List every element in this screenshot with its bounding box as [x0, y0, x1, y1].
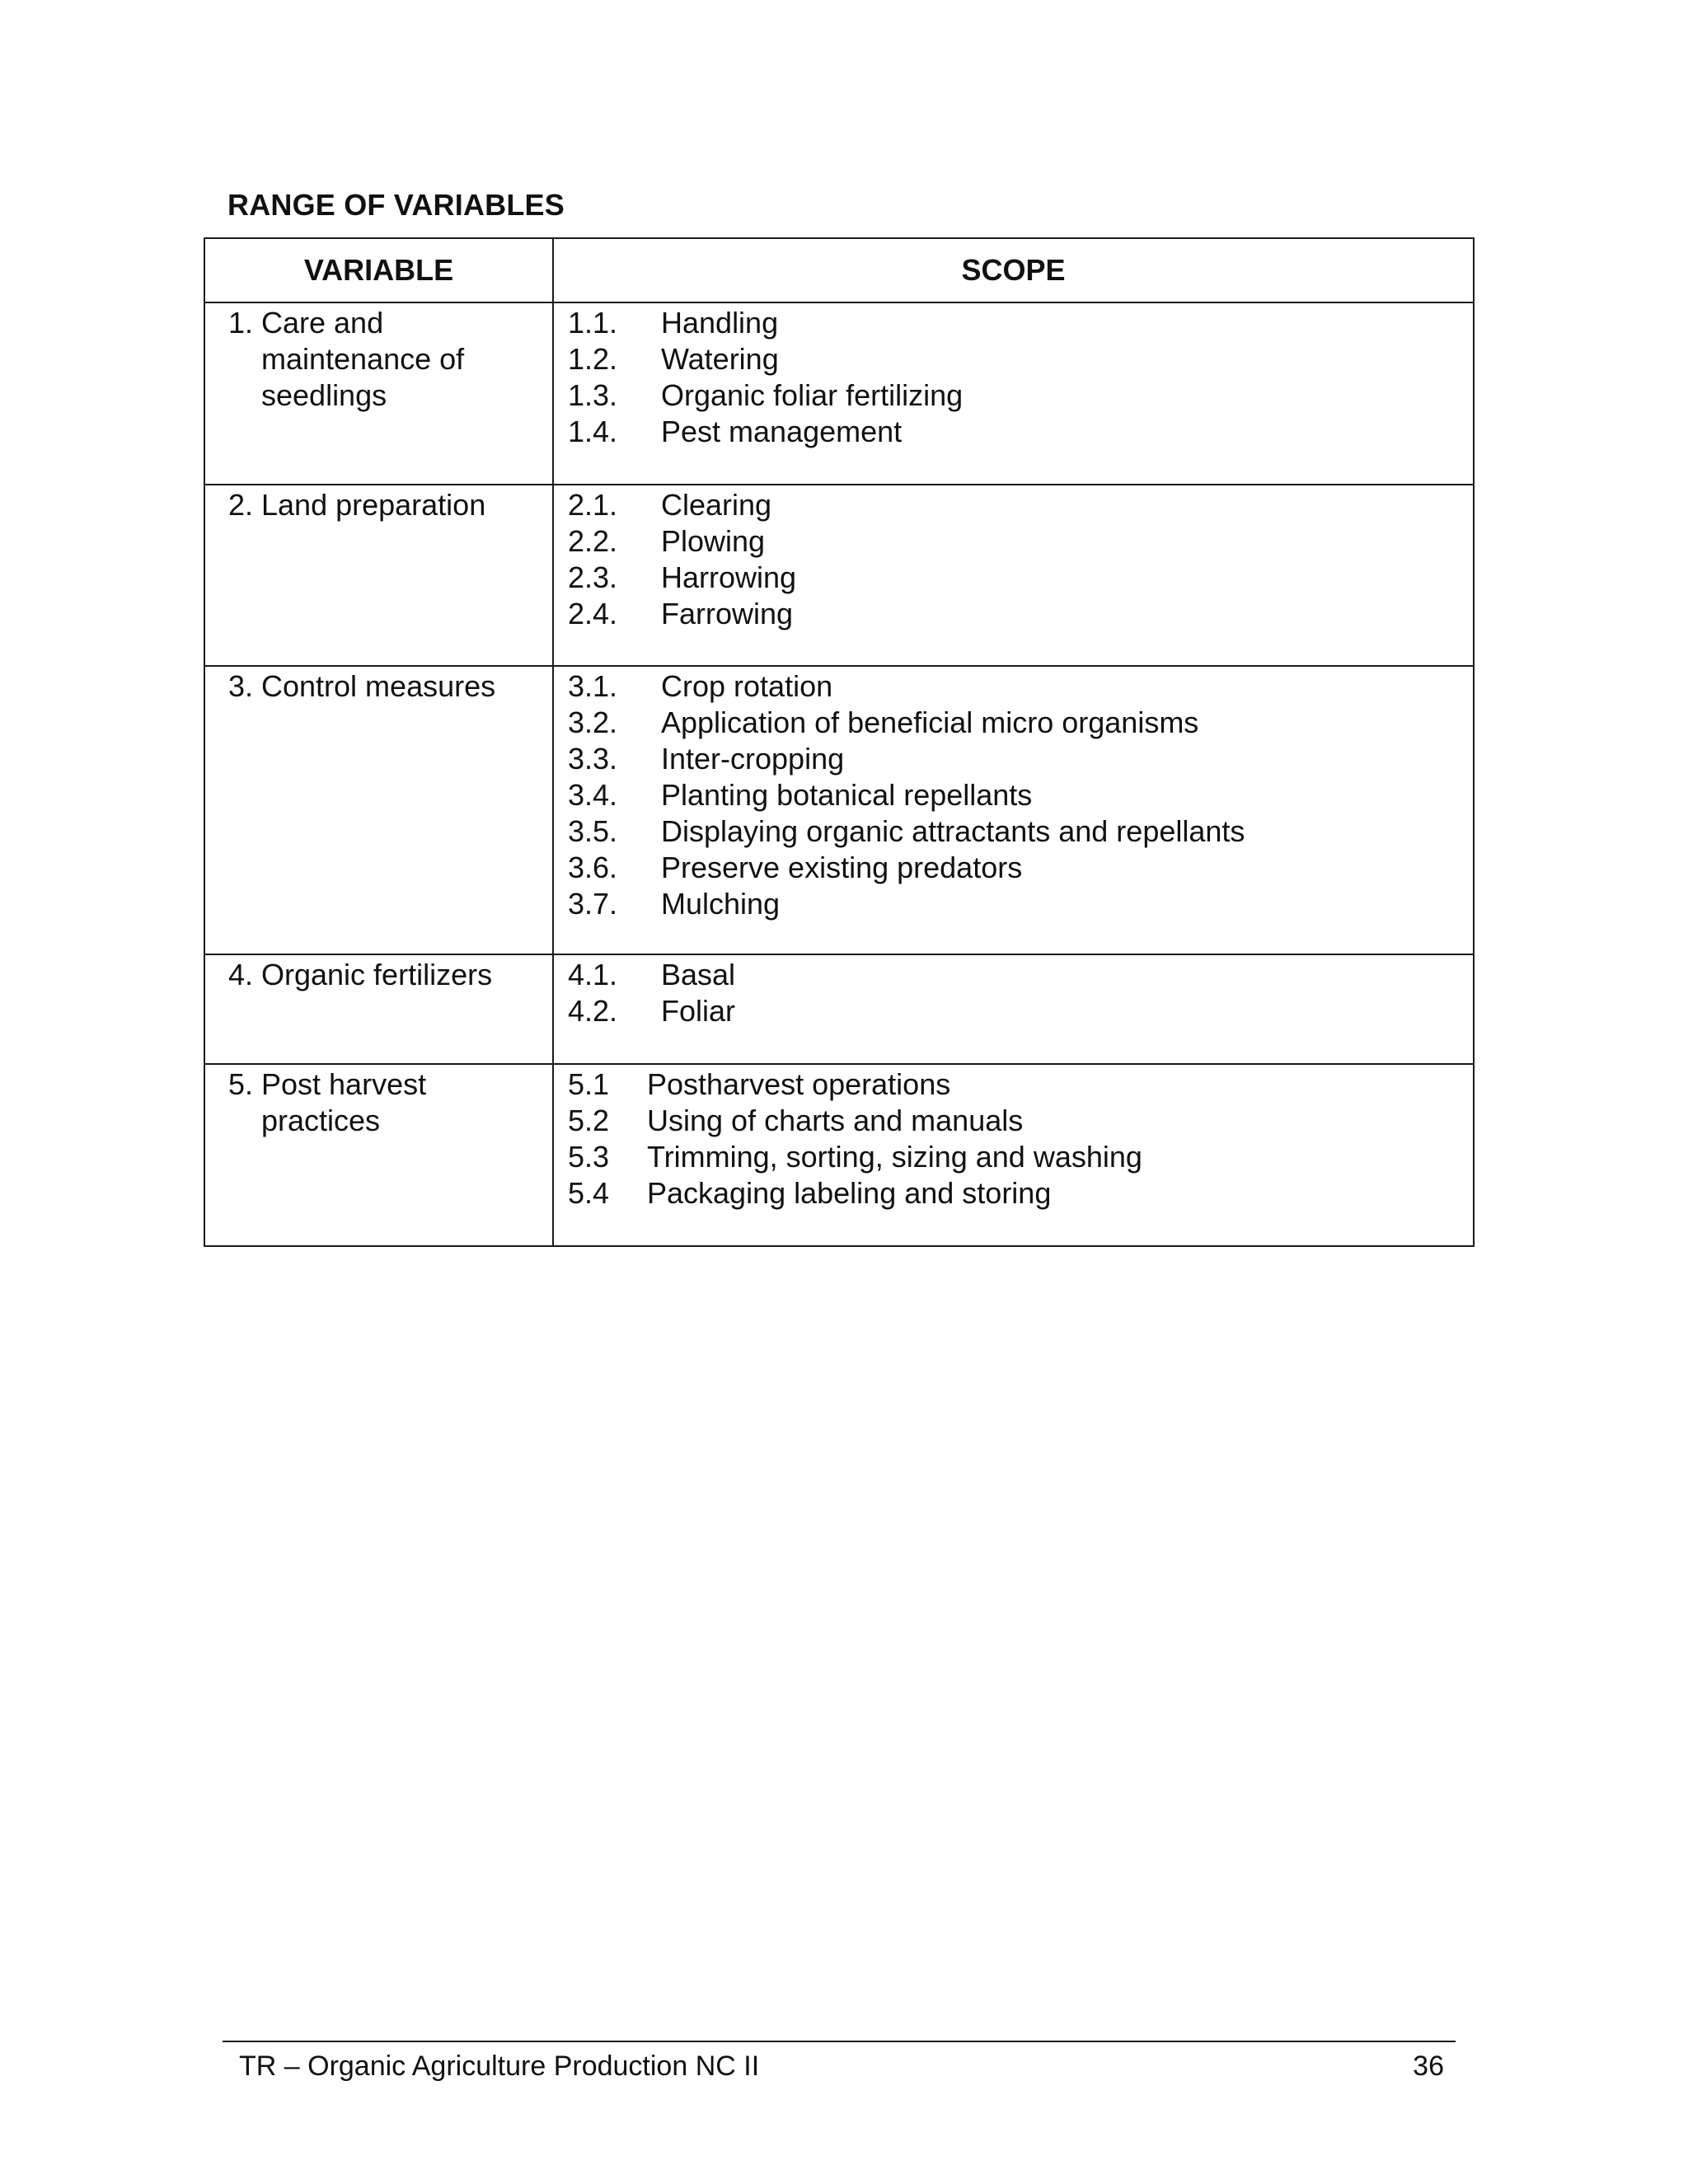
scope-item: [568, 886, 1465, 922]
scope-item: [568, 377, 1465, 414]
scope-text: Packaging labeling and storing: [647, 1176, 1052, 1210]
scope-number: 1.3.: [568, 378, 618, 412]
section-title: RANGE OF VARIABLES: [227, 188, 565, 222]
scope-number: 3.3.: [568, 742, 618, 776]
footer-divider: [223, 2041, 1456, 2042]
variable-number: 3.: [228, 669, 254, 703]
scope-item: [568, 705, 1465, 741]
variable-number: 2.: [228, 488, 254, 522]
scope-text: Watering: [661, 342, 779, 376]
scope-number: 3.4.: [568, 778, 618, 812]
variable-cell: [204, 1064, 553, 1246]
variable-cell: [204, 485, 553, 666]
scope-item: [568, 305, 1465, 341]
scope-text: Inter-cropping: [661, 742, 845, 776]
variable-cell: [204, 302, 553, 485]
scope-item: [568, 993, 1465, 1029]
scope-text: Postharvest operations: [647, 1067, 951, 1101]
scope-number: 5.3: [568, 1140, 610, 1174]
table-row: [204, 666, 1474, 954]
scope-item: [568, 560, 1465, 596]
scope-text: Handling: [661, 306, 779, 340]
scope-text: Displaying organic attractants and repellants: [661, 814, 1245, 848]
scope-number: 3.7.: [568, 887, 618, 921]
scope-item: [568, 1139, 1465, 1175]
header-variable: VARIABLE: [204, 238, 553, 302]
scope-text: Trimming, sorting, sizing and washing: [647, 1140, 1142, 1174]
scope-item: [568, 813, 1465, 850]
scope-text: Pest management: [661, 415, 903, 448]
scope-number: 4.2.: [568, 994, 618, 1028]
scope-cell: [553, 666, 1474, 954]
scope-number: 3.1.: [568, 669, 618, 703]
scope-text: Crop rotation: [661, 669, 833, 703]
scope-number: 3.6.: [568, 851, 618, 884]
scope-number: 4.1.: [568, 958, 618, 991]
scope-item: [568, 523, 1465, 560]
scope-cell: [553, 485, 1474, 666]
scope-number: 2.3.: [568, 560, 618, 594]
scope-item: [568, 414, 1465, 450]
scope-cell: [553, 302, 1474, 485]
table-row: [204, 954, 1474, 1064]
scope-text: Harrowing: [661, 560, 797, 594]
variable-name: Land preparation: [261, 488, 486, 522]
variable-name: Organic fertilizers: [261, 958, 493, 991]
scope-cell: [553, 1064, 1474, 1246]
variable-number: 5.: [228, 1067, 254, 1101]
table-row: [204, 485, 1474, 666]
page-number: 36: [1413, 2050, 1444, 2082]
footer-document-title: TR – Organic Agriculture Production NC II: [239, 2050, 760, 2082]
scope-item: [568, 1103, 1465, 1139]
scope-text: Organic foliar fertilizing: [661, 378, 964, 412]
scope-number: 1.2.: [568, 342, 618, 376]
variable-name: Control measures: [261, 669, 496, 703]
scope-text: Farrowing: [661, 597, 794, 630]
variable-cell: [204, 954, 553, 1064]
scope-text: Foliar: [661, 994, 736, 1028]
scope-text: Clearing: [661, 488, 772, 522]
scope-number: 2.4.: [568, 597, 618, 630]
scope-item: [568, 596, 1465, 632]
scope-item: [568, 1066, 1465, 1103]
scope-text: Mulching: [661, 887, 781, 921]
scope-text: Plowing: [661, 524, 766, 558]
scope-item: [568, 1175, 1465, 1212]
scope-text: Preserve existing predators: [661, 851, 1023, 884]
scope-item: [568, 741, 1465, 777]
scope-cell: [553, 954, 1474, 1064]
scope-number: 1.4.: [568, 415, 618, 448]
scope-number: 2.1.: [568, 488, 618, 522]
variable-number: 1.: [228, 306, 254, 340]
scope-text: Planting botanical repellants: [661, 778, 1033, 812]
range-of-variables-table: [204, 237, 1475, 1247]
scope-number: 5.1: [568, 1067, 610, 1101]
variable-name: Care and maintenance of seedlings: [261, 306, 465, 412]
scope-number: 5.4: [568, 1176, 610, 1210]
scope-item: [568, 668, 1465, 705]
scope-number: 5.2: [568, 1104, 610, 1137]
scope-text: Application of beneficial micro organisms: [661, 705, 1199, 739]
scope-item: [568, 777, 1465, 813]
variable-cell: [204, 666, 553, 954]
scope-number: 1.1.: [568, 306, 618, 340]
scope-text: Using of charts and manuals: [647, 1104, 1024, 1137]
header-scope: SCOPE: [553, 238, 1474, 302]
scope-item: [568, 341, 1465, 377]
variable-number: 4.: [228, 958, 254, 991]
table-header-row: [204, 238, 1474, 302]
scope-number: 3.2.: [568, 705, 618, 739]
scope-item: [568, 487, 1465, 523]
scope-number: 3.5.: [568, 814, 618, 848]
scope-number: 2.2.: [568, 524, 618, 558]
scope-text: Basal: [661, 958, 736, 991]
scope-item: [568, 957, 1465, 993]
table-row: [204, 1064, 1474, 1246]
scope-item: [568, 850, 1465, 886]
table-row: [204, 302, 1474, 485]
variable-name: Post harvest practices: [261, 1067, 427, 1137]
